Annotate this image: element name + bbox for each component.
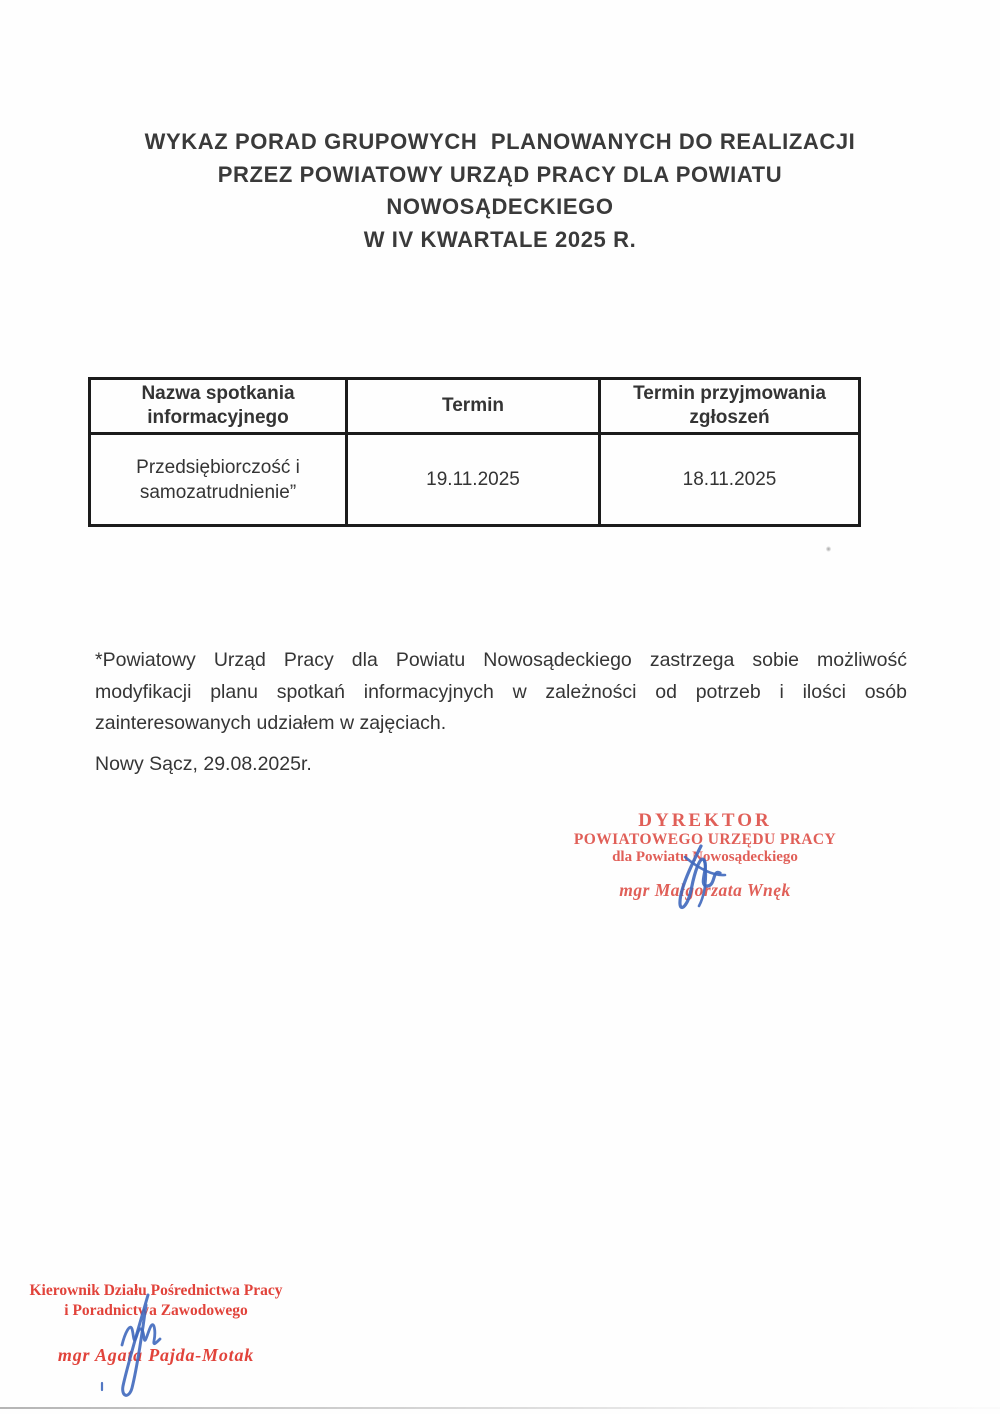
manager-stamp-title-1: Kierownik Działu Pośrednictwa Pracy [29,1282,283,1299]
scan-artifact-speck [826,546,831,552]
title-line-2: PRZEZ POWIATOWY URZĄD PRACY DLA POWIATU [217,161,783,187]
cell-date: 19.11.2025 [347,434,600,526]
scan-artifact-line [0,1407,1000,1409]
manager-stamp-title-2: i Poradnictwa Zawodowego [64,1302,248,1319]
column-header-meeting-name: Nazwa spotkania informacyjnego [90,379,347,434]
director-stamp-district: dla Powiatu Nowosądeckiego [612,849,798,865]
title-line-4: W IV KWARTALE 2025 R. [363,226,637,252]
director-stamp-office: POWIATOWEGO URZĘDU PRACY [573,831,837,848]
document-title [0,126,1000,256]
director-stamp [572,811,838,901]
cell-meeting-name: Przedsiębiorczość i samozatrudnienie” [90,434,347,526]
title-line-1: WYKAZ PORAD GRUPOWYCH PLANOWANYCH DO REALIZACJI [144,129,856,154]
table-header-row [90,379,860,434]
column-header-registration-deadline: Termin przyjmowania zgłoszeń [600,379,860,434]
table-row [90,434,860,526]
manager-stamp-name: mgr Agata Pajda-Motak [57,1345,255,1365]
dateline: Nowy Sącz, 29.08.2025r. [95,753,312,775]
meetings-table [88,377,861,527]
director-stamp-title: DYREKTOR [638,810,772,831]
manager-stamp [25,1281,287,1366]
title-line-3: NOWOSĄDECKIEGO [386,194,614,219]
cell-registration-deadline: 18.11.2025 [600,434,860,526]
director-stamp-name: mgr Małgorzata Wnęk [619,880,791,900]
column-header-date: Termin [347,379,600,434]
footnote-paragraph: *Powiatowy Urząd Pracy dla Powiatu Nowosądeckiego zastrzega sobie możliwość modyfikacji planu spotkań informacyjnych w zależności od potrzeb i ilości osób zainteresowanych udziałem w zajęciach. [95,649,907,734]
